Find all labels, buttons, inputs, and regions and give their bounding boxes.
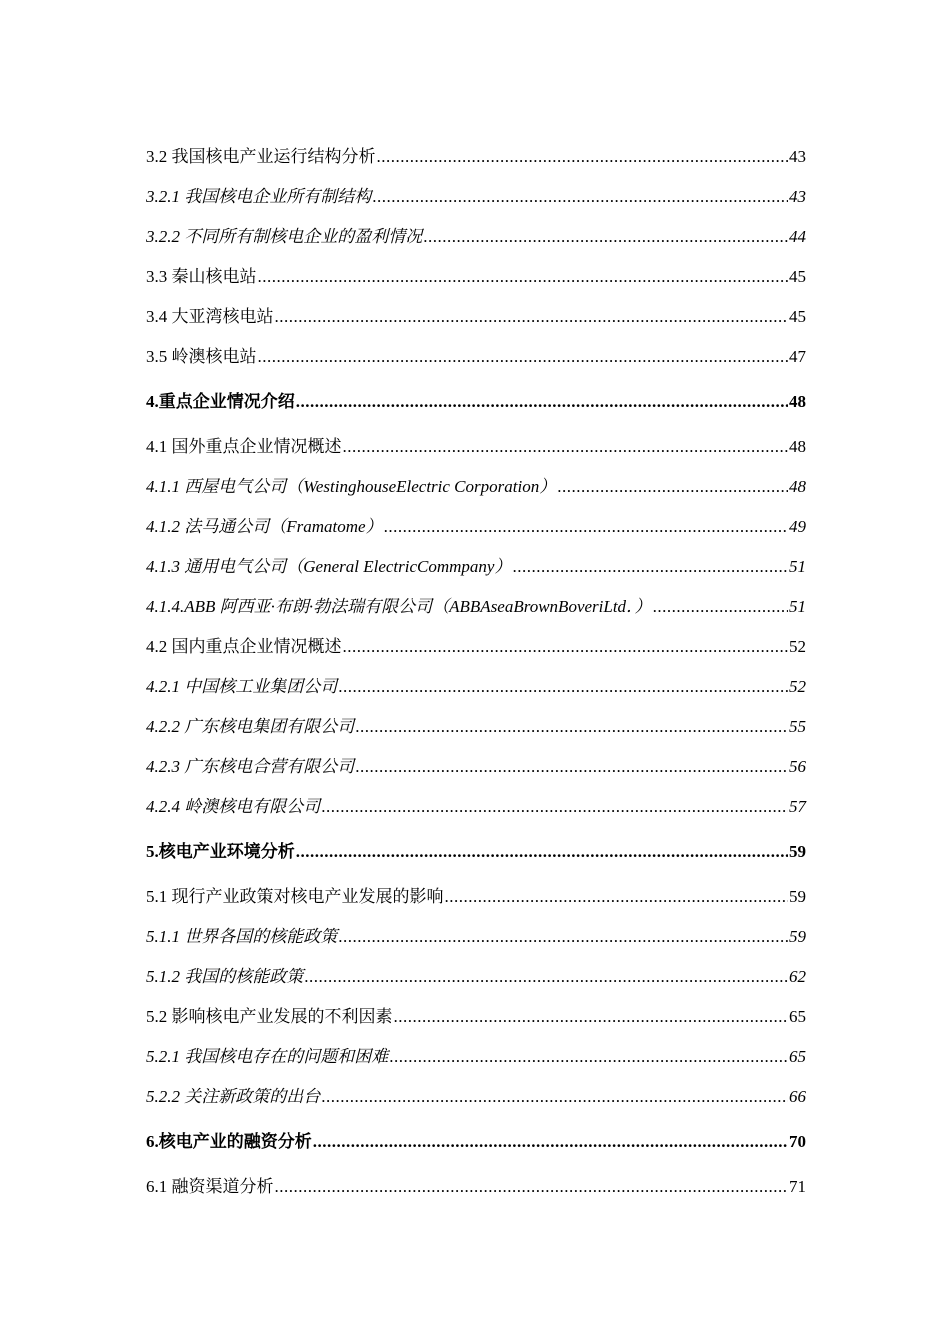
toc-entry-title: 3.3 秦山核电站 — [146, 267, 257, 286]
toc-dot-leader — [275, 297, 789, 337]
toc-chapter-title: 4.重点企业情况介绍 — [146, 392, 295, 411]
toc-chapter-title: 6.核电产业的融资分析 — [146, 1132, 312, 1151]
toc-dot-leader — [653, 587, 788, 627]
toc-chapter-title: 5.核电产业环境分析 — [146, 842, 295, 861]
toc-entry[interactable] — [146, 337, 806, 377]
toc-dot-leader — [512, 547, 788, 587]
toc-entry-title: 4.2.4 岭澳核电有限公司 — [146, 797, 321, 816]
toc-entry[interactable] — [146, 787, 806, 827]
toc-dot-leader — [258, 337, 789, 377]
toc-entry-page: 43 — [789, 147, 806, 166]
toc-dot-leader — [321, 787, 788, 827]
toc-entry-title: 4.2 国内重点企业情况概述 — [146, 637, 342, 656]
toc-entry-title: 4.1.4.ABB 阿西亚·布朗·勃法瑞有限公司（ABBAseaBrownBoveriLtd．） — [146, 597, 652, 616]
toc-entry-page: 51 — [789, 597, 806, 616]
toc-entry-title: 5.1.1 世界各国的核能政策 — [146, 927, 338, 946]
toc-dot-leader — [296, 827, 788, 877]
toc-dot-leader — [423, 217, 788, 257]
toc-dot-leader — [338, 917, 788, 957]
toc-entry-title: 4.1 国外重点企业情况概述 — [146, 437, 342, 456]
toc-entry-page: 45 — [789, 267, 806, 286]
toc-entry[interactable] — [146, 257, 806, 297]
toc-entry[interactable] — [146, 177, 806, 217]
toc-dot-leader — [313, 1117, 788, 1167]
toc-dot-leader — [445, 877, 789, 917]
toc-entry-page: 48 — [789, 477, 806, 496]
toc-entry[interactable] — [146, 1037, 806, 1077]
toc-entry-page: 49 — [789, 517, 806, 536]
toc-dot-leader — [275, 1167, 789, 1207]
toc-dot-leader — [321, 1077, 788, 1117]
toc-chapter-entry[interactable] — [146, 827, 806, 877]
toc-entry-title: 3.2 我国核电产业运行结构分析 — [146, 147, 376, 166]
toc-entry[interactable] — [146, 507, 806, 547]
toc-entry-title: 6.1 融资渠道分析 — [146, 1177, 274, 1196]
toc-entry-page: 62 — [789, 967, 806, 986]
toc-entry-page: 71 — [789, 1177, 806, 1196]
toc-entry-title: 3.2.2 不同所有制核电企业的盈利情况 — [146, 227, 423, 246]
toc-entry[interactable] — [146, 587, 806, 627]
toc-entry[interactable] — [146, 917, 806, 957]
toc-entry-title: 4.2.1 中国核工业集团公司 — [146, 677, 338, 696]
toc-entry[interactable] — [146, 1167, 806, 1207]
toc-entry-title: 4.1.1 西屋电气公司（WestinghouseElectric Corporation） — [146, 477, 557, 496]
toc-entry[interactable] — [146, 627, 806, 667]
toc-entry-title: 4.2.3 广东核电合营有限公司 — [146, 757, 355, 776]
toc-dot-leader — [557, 467, 788, 507]
toc-entry-page: 52 — [789, 637, 806, 656]
toc-entry-page: 59 — [789, 887, 806, 906]
toc-entry[interactable] — [146, 997, 806, 1037]
toc-entry-title: 5.2.1 我国核电存在的问题和困难 — [146, 1047, 389, 1066]
toc-entry-page: 45 — [789, 307, 806, 326]
toc-entry-page: 47 — [789, 347, 806, 366]
toc-entry-page: 55 — [789, 717, 806, 736]
toc-entry-title: 3.2.1 我国核电企业所有制结构 — [146, 187, 372, 206]
toc-dot-leader — [338, 667, 788, 707]
toc-dot-leader — [343, 427, 789, 467]
toc-dot-leader — [258, 257, 789, 297]
toc-chapter-page: 70 — [789, 1132, 806, 1151]
toc-entry-page: 59 — [789, 927, 806, 946]
toc-entry[interactable] — [146, 957, 806, 997]
toc-dot-leader — [296, 377, 788, 427]
toc-dot-leader — [389, 1037, 788, 1077]
toc-dot-leader — [394, 997, 789, 1037]
toc-dot-leader — [377, 137, 789, 177]
toc-dot-leader — [343, 627, 789, 667]
toc-chapter-entry[interactable] — [146, 1117, 806, 1167]
toc-entry-page: 65 — [789, 1007, 806, 1026]
toc-entry-title: 4.1.3 通用电气公司（General ElectricCommpany） — [146, 557, 512, 576]
table-of-contents — [146, 137, 806, 1207]
toc-entry-page: 66 — [789, 1087, 806, 1106]
toc-chapter-page: 48 — [789, 392, 806, 411]
toc-entry-title: 5.1.2 我国的核能政策 — [146, 967, 304, 986]
toc-entry-page: 65 — [789, 1047, 806, 1066]
toc-entry-title: 5.2 影响核电产业发展的不利因素 — [146, 1007, 393, 1026]
toc-entry[interactable] — [146, 137, 806, 177]
toc-dot-leader — [355, 747, 788, 787]
toc-entry-title: 5.1 现行产业政策对核电产业发展的影响 — [146, 887, 444, 906]
toc-entry[interactable] — [146, 707, 806, 747]
toc-dot-leader — [304, 957, 788, 997]
toc-entry-page: 56 — [789, 757, 806, 776]
toc-entry-page: 44 — [789, 227, 806, 246]
toc-chapter-page: 59 — [789, 842, 806, 861]
toc-dot-leader — [355, 707, 788, 747]
toc-entry-title: 4.2.2 广东核电集团有限公司 — [146, 717, 355, 736]
toc-entry[interactable] — [146, 547, 806, 587]
toc-entry[interactable] — [146, 217, 806, 257]
toc-entry-page: 48 — [789, 437, 806, 456]
toc-dot-leader — [372, 177, 788, 217]
toc-entry-page: 52 — [789, 677, 806, 696]
toc-entry-page: 43 — [789, 187, 806, 206]
toc-chapter-entry[interactable] — [146, 377, 806, 427]
toc-entry[interactable] — [146, 427, 806, 467]
toc-entry-title: 3.5 岭澳核电站 — [146, 347, 257, 366]
toc-dot-leader — [384, 507, 788, 547]
toc-entry-title: 4.1.2 法马通公司（Framatome） — [146, 517, 383, 536]
toc-entry-title: 5.2.2 关注新政策的出台 — [146, 1087, 321, 1106]
toc-entry-page: 51 — [789, 557, 806, 576]
toc-entry[interactable] — [146, 297, 806, 337]
toc-entry-title: 3.4 大亚湾核电站 — [146, 307, 274, 326]
toc-entry[interactable] — [146, 667, 806, 707]
toc-entry[interactable] — [146, 747, 806, 787]
toc-entry[interactable] — [146, 877, 806, 917]
toc-entry[interactable] — [146, 1077, 806, 1117]
toc-entry-page: 57 — [789, 797, 806, 816]
toc-entry[interactable] — [146, 467, 806, 507]
